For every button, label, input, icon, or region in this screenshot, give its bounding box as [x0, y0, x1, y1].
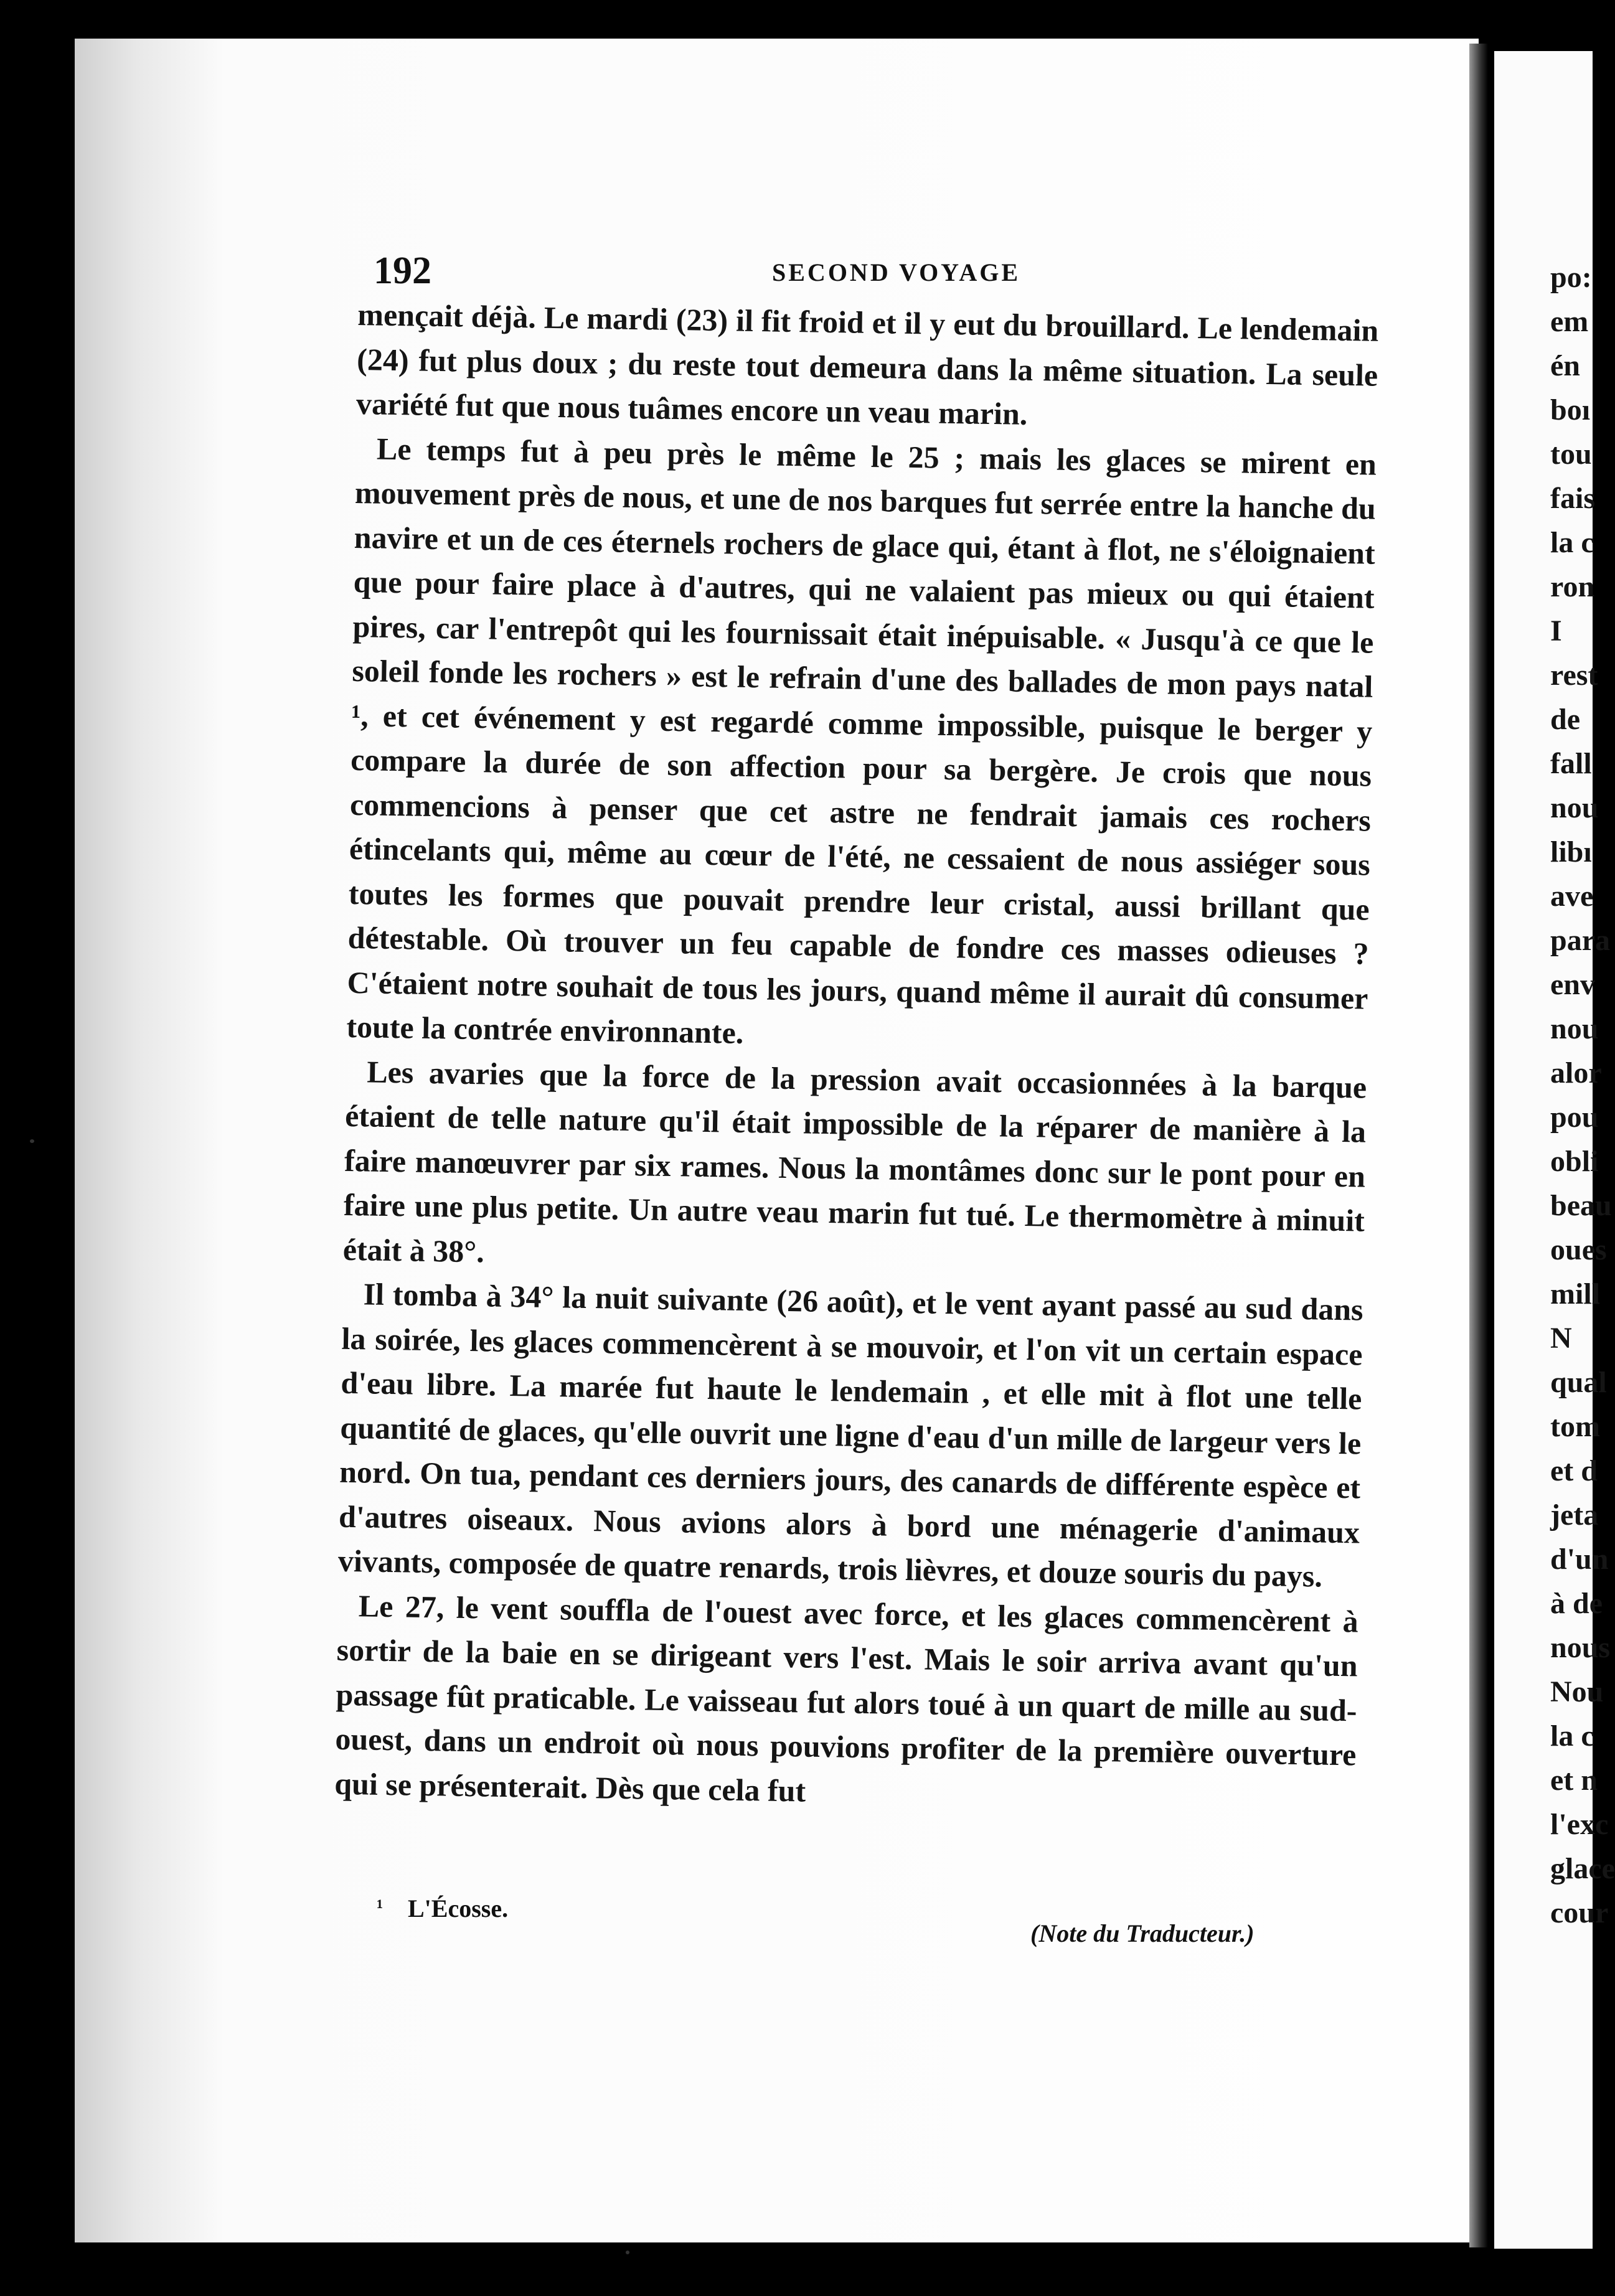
body-text [334, 293, 1379, 1822]
right-page-line-fragment: tom [1550, 1410, 1600, 1443]
dust-speck [626, 2251, 629, 2254]
right-page-line-fragment: et n [1550, 1764, 1598, 1797]
right-page-line-fragment: nou [1550, 1012, 1599, 1045]
right-page-line-fragment: oues [1550, 1233, 1607, 1266]
right-page-line-fragment: obli [1550, 1145, 1599, 1178]
right-page-line-fragment: N [1550, 1322, 1572, 1355]
footnote-mark: ¹ [377, 1896, 384, 1919]
right-page-line-fragment: pou [1550, 1101, 1599, 1134]
right-page-line-fragment: et d [1550, 1454, 1598, 1487]
book-gutter [1469, 44, 1488, 2247]
right-page-line-fragment: I [1550, 614, 1562, 647]
right-page-line-fragment: à de [1550, 1587, 1603, 1620]
right-page-line-fragment: tou [1550, 438, 1592, 471]
translator-note: (Note du Traducteur.) [1030, 1919, 1255, 1947]
paragraph: Les avaries que la force de la pression avait occasionnées à la barque étaient de telle nature qu'il était impossible de la réparer de manière à la faire manœuvrer par six rames. Nous la montâmes donc sur le pont pour en faire une plus petite. Un autre veau marin fut tué. Le thermomètre à minuit était à 38°. [342, 1053, 1367, 1269]
right-page-line-fragment: beau [1550, 1189, 1612, 1222]
right-page-line-fragment: d'un [1550, 1543, 1609, 1576]
right-page-line-fragment: jeta [1550, 1499, 1599, 1531]
right-page-line-fragment: fall [1550, 747, 1592, 780]
right-page-line-fragment: l'exc [1550, 1808, 1609, 1841]
right-page-line-fragment: de [1550, 703, 1580, 736]
right-page-line-fragment: glace [1550, 1852, 1615, 1885]
right-page-line-fragment: po: [1550, 261, 1592, 294]
right-page-line-fragment: mill [1550, 1277, 1600, 1310]
paragraph: Le temps fut à peu près le même le 25 ; mais les glaces se mirent en mouvement près de nous, et une de nos barques fut serrée entre la hanche du navire et un de ces éternels rochers de glace qui, étant à flot, ne s'éloignaient que pour faire place à d'autres, qui ne valaient pas mieux ou qui étaient pires, car l'entrepôt qui les fournissait était inépuisable. « Jusqu'à ce que le soleil fonde les rochers » est le refrain d'une des ballades de mon pays natal ¹, et cet événement y est regardé comme impossible, puisque le berger y compare la durée de son affection pour sa bergère. Je crois que nous commencions à penser que cet astre ne fendrait jamais ces rochers étincelants qui, même au cœur de l'été, ne cessaient de nous assiéger sous toutes les formes que pouvait prendre leur cristal, aussi brillant que détestable. Où trouver un feu capable de fondre ces masses odieuses ? C'étaient notre souhait de tous les jours, quand même il aurait dû consumer toute la contrée environnante. [346, 431, 1377, 1050]
right-page-line-fragment: ron [1550, 570, 1595, 603]
footnote-text: L'Écosse. [408, 1894, 509, 1922]
right-page-line-fragment: libı [1550, 835, 1592, 868]
right-page-line-fragment: ave [1550, 880, 1594, 913]
right-page-line-fragment: rest [1550, 659, 1598, 692]
right-page-line-fragment: boı [1550, 393, 1591, 426]
right-page-line-fragment: la c [1550, 1720, 1594, 1753]
paragraph: Il tomba à 34° la nuit suivante (26 août), et le vent ayant passé au sud dans la soirée, les glaces commencèrent à se mouvoir, et l'on vit un certain espace d'eau libre. La marée fut haute le lendemain , et elle mit à flot une telle quantité de glaces, qu'elle ouvrit une ligne d'eau d'un mille de largeur vers le nord. On tua, pendant ces derniers jours, des canards de différente espèce et d'autres oiseaux. Nous avions alors à bord une ménagerie d'animaux vivants, composée de quatre renards, trois lièvres, et douze souris du pays. [337, 1276, 1363, 1594]
right-page-line-fragment: la c [1550, 526, 1594, 559]
right-page-line-fragment: qual [1550, 1366, 1607, 1399]
right-page-line-fragment: em [1550, 305, 1589, 338]
running-head-title: SECOND VOYAGE [772, 258, 1021, 286]
right-page-line-fragment: alor [1550, 1056, 1602, 1089]
paragraph: mençait déjà. Le mardi (23) il fit froid et il y eut du brouillard. Le lendemain (24) fut plus doux ; du reste tout demeura dans la même situation. La seule variété fut que nous tuâmes encore un veau marin. [355, 296, 1379, 431]
right-page-text [1550, 255, 1615, 1935]
paragraph: Le 27, le vent souffla de l'ouest avec force, et les glaces commencèrent à sortir de la baie en se dirigeant vers l'est. Mais le soir arriva avant qu'un passage fût praticable. Le vaisseau fut alors toué à un quart de mille au sud-ouest, dans un endroit où nous pouvions profiter de la première ouverture qui se présenterait. Dès que cela fut [334, 1588, 1359, 1809]
right-page-line-fragment: nous [1550, 1631, 1611, 1664]
running-head [374, 249, 1494, 299]
right-page-line-fragment: fais [1550, 482, 1595, 515]
dust-speck [30, 1139, 34, 1143]
right-page-line-fragment: env [1550, 968, 1595, 1001]
right-page-line-fragment: Nou [1550, 1675, 1604, 1708]
right-page-line-fragment: én [1550, 349, 1580, 382]
right-page-line-fragment: cour [1550, 1896, 1609, 1929]
right-page-line-fragment: nou [1550, 791, 1599, 824]
right-page-line-fragment: para [1550, 924, 1610, 957]
page-number: 192 [374, 250, 431, 292]
